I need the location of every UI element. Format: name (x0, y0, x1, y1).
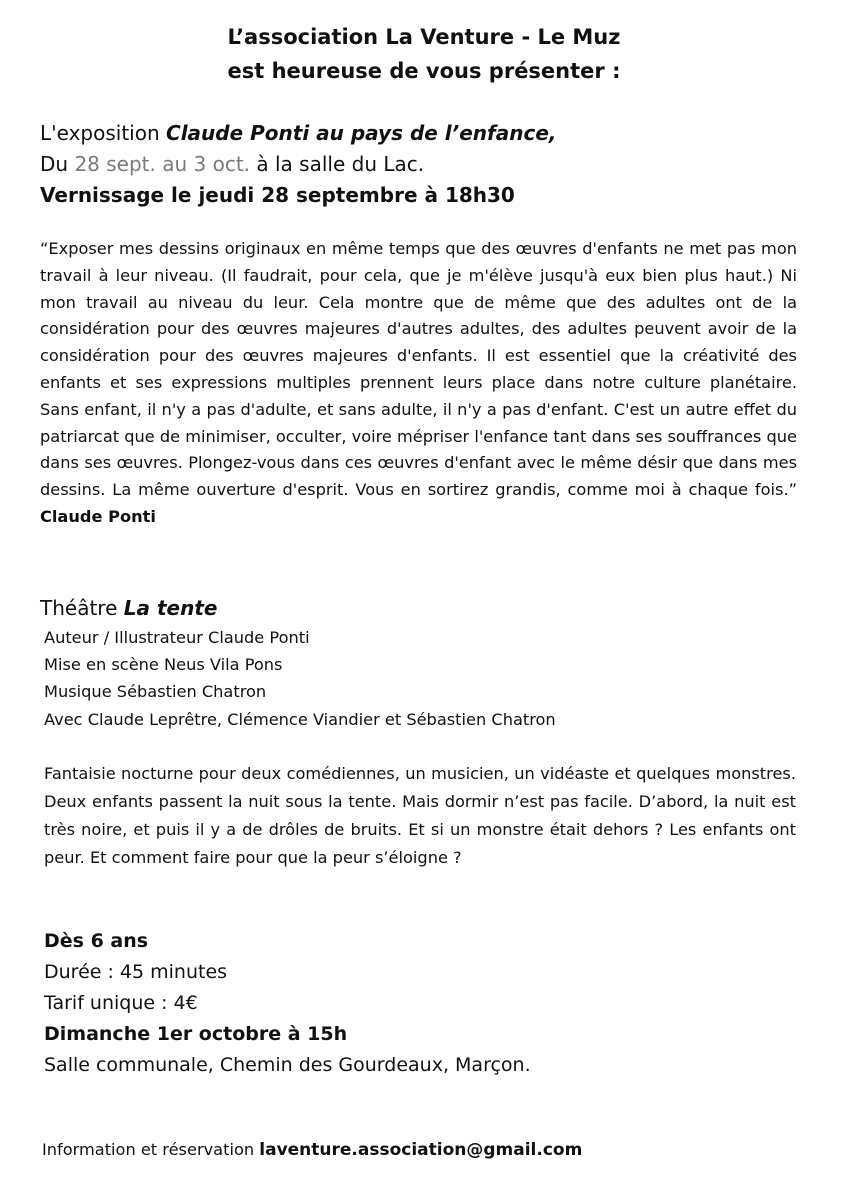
info-place: Salle communale, Chemin des Gourdeaux, Marçon. (44, 1054, 531, 1076)
contact-label: Information et réservation (42, 1140, 260, 1159)
info-duration: Durée : 45 minutes (44, 961, 228, 983)
credit-author: Auteur / Illustrateur Claude Ponti (44, 628, 310, 647)
show-info (44, 926, 804, 1081)
exhibition-section (40, 118, 820, 211)
theatre-credits (44, 624, 804, 733)
quote-author: Claude Ponti (40, 506, 156, 526)
exhibition-title-line (40, 118, 820, 149)
page-header (0, 20, 848, 88)
info-age: Dès 6 ans (44, 930, 149, 952)
contact-email[interactable]: laventure.association@gmail.com (259, 1140, 583, 1160)
exhibition-dates: 28 sept. au 3 oct. (74, 152, 251, 176)
theatre-prefix: Théâtre (40, 596, 124, 620)
theatre-section (40, 593, 820, 623)
quote-text: “Exposer mes dessins originaux en même temps que des œuvres d'enfants ne met pas mon travail à leur niveau. (Il faudrait, pour cela, que je m'élève jusqu'à eux bien plus haut.) Ni mon travail au niveau du leur. Cela montre que de même que des adultes ont de la considération pour des œuvres majeures d'autres adultes, des adultes peuvent avoir de la considération pour des œuvres majeures d'enfants. Il est essentiel que la créativité des enfants et ses expressions multiples prennent leurs place dans notre culture planétaire. Sans enfant, il n'y a pas d'adulte, et sans adulte, il n'y a pas d'enfant. C'est un autre effet du patriarcat que de minimiser, occulter, voire mépriser l'enfance tant dans ses souffrances que dans ses œuvres. Plongez-vous dans ces œuvres d'enfant avec le même désir que dans mes dessins. La même ouverture d'esprit. Vous en sortirez grandis, comme moi à chaque fois.” (40, 239, 797, 500)
header-line-1: L’association La Venture - Le Muz (227, 25, 621, 49)
credit-music: Musique Sébastien Chatron (44, 682, 267, 702)
theatre-synopsis: Fantaisie nocturne pour deux comédiennes, un musicien, un vidéaste et quelques monstres. Deux enfants passent la nuit sous la tente. Mais dormir n’est pas facile. D’abord, la nuit est très noire, et puis il y a de drôles de bruits. Et si un monstre était dehors ? Les enfants ont peur. Et comment faire pour que la peur s’éloigne ? (44, 764, 796, 867)
theatre-title-line (40, 593, 820, 623)
contact-line (42, 1136, 802, 1164)
exhibition-venue: à la salle du Lac. (250, 152, 425, 176)
vernissage-line: Vernissage le jeudi 28 septembre à 18h30 (40, 183, 515, 207)
exhibition-dates-line (40, 149, 820, 180)
info-date: Dimanche 1er octobre à 15h (44, 1023, 348, 1045)
theatre-play-title: La tente (123, 596, 218, 620)
info-price: Tarif unique : 4€ (44, 992, 198, 1014)
ponti-quote (40, 236, 797, 531)
exhibition-prefix: L'exposition (40, 121, 167, 145)
exhibition-dates-prefix: Du (40, 152, 75, 176)
credit-director: Mise en scène Neus Vila Pons (44, 655, 283, 675)
credit-cast: Avec Claude Leprêtre, Clémence Viandier et Sébastien Chatron (44, 709, 556, 729)
exhibition-title: Claude Ponti au pays de l’enfance, (166, 121, 557, 145)
header-line-2: est heureuse de vous présenter : (227, 59, 621, 83)
